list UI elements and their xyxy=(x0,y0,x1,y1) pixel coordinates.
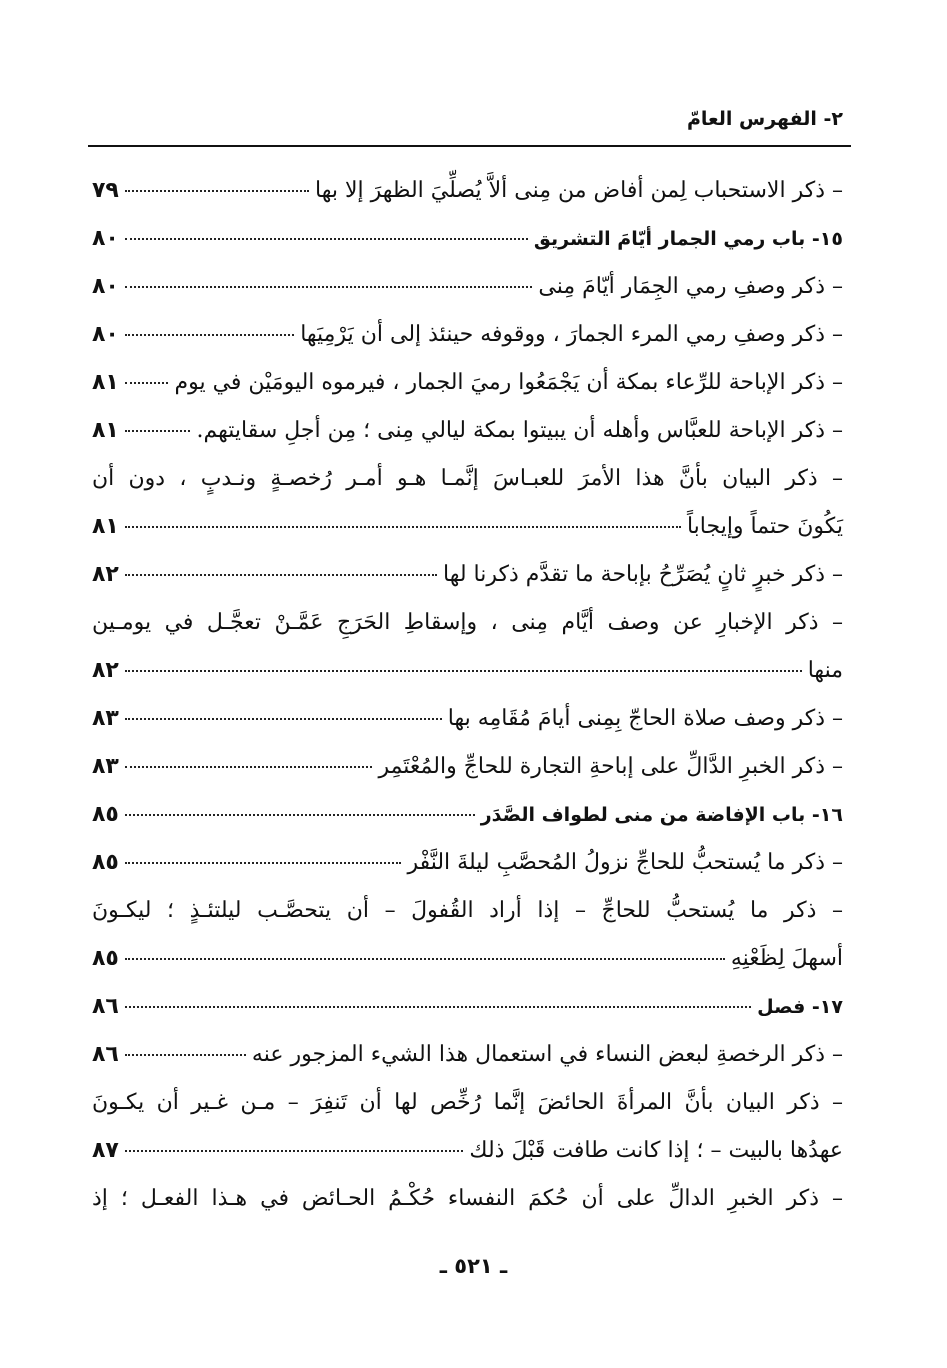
dot-leader xyxy=(125,670,802,672)
toc-entry-line: – ذكر البيان بأنَّ المرأةَ الحائضَ إنَّما رُخِّص لها أن تَنفِرَ – مـن غـير أن يكـونَ xyxy=(92,1090,843,1115)
toc-section-heading xyxy=(92,994,843,1042)
toc-page-number: ٧٩ xyxy=(92,178,119,203)
toc-entry-title: – ذكر الإباحة للرِّعاء بمكة أن يَجْمَعُوا رميَ الجمار ، فيرموه اليومَيْن في يوم xyxy=(174,370,843,395)
dot-leader xyxy=(125,814,475,816)
toc-entry xyxy=(92,658,843,706)
dot-leader xyxy=(125,238,528,240)
toc-entry xyxy=(92,1138,843,1186)
toc-entry xyxy=(92,514,843,562)
toc-page-number: ٨٠ xyxy=(92,322,119,347)
toc-page-number: ٨٥ xyxy=(92,802,119,827)
table-of-contents xyxy=(92,178,843,1234)
toc-entry xyxy=(92,1042,843,1090)
toc-page-number: ٨١ xyxy=(92,418,119,443)
toc-entry xyxy=(92,754,843,802)
toc-entry-title: أسهلَ لِظَعْنِهِ xyxy=(730,946,843,971)
toc-page-number: ٨٢ xyxy=(92,562,119,587)
toc-page-number: ٨٣ xyxy=(92,706,119,731)
dot-leader xyxy=(125,1006,751,1008)
toc-entry xyxy=(92,706,843,754)
toc-entry xyxy=(92,370,843,418)
toc-entry-line: – ذكر ما يُستحبُّ للحاجِّ – إذا أراد القُفولَ – أن يتحصَّـب ليلتئـذٍ ؛ ليكـونَ xyxy=(92,898,843,923)
toc-entry-title: – ذكر وصفِ رمي الجِمَار أيّامَ مِنى xyxy=(538,274,843,299)
toc-entry-title: ١٥- باب رمي الجمار أيّامَ التشريق xyxy=(533,228,843,250)
page-header: ٢- الفهرس العامّ xyxy=(686,108,843,130)
toc-page-number: ٨١ xyxy=(92,514,119,539)
toc-page-number: ٨٦ xyxy=(92,1042,119,1067)
toc-page-number: ٨٢ xyxy=(92,658,119,683)
toc-entry xyxy=(92,322,843,370)
toc-page-number: ٨٥ xyxy=(92,850,119,875)
toc-entry-line: – ذكر الإخبارِ عن وصف أيَّام مِنى ، وإسقاطِ الحَرَجِ عَمَّـنْ تعجَّـل في يومـين xyxy=(92,610,843,635)
toc-page-number: ٨٠ xyxy=(92,226,119,251)
page-number: ـ ٥٢١ ـ xyxy=(439,1254,508,1278)
toc-entry-title: – ذكر الاستحباب لِمن أفاض من مِنى ألاَّ يُصلِّيَ الظهرَ إلا بها xyxy=(315,178,843,203)
dot-leader xyxy=(125,526,681,528)
dot-leader xyxy=(125,334,294,336)
toc-entry-title: ١٦- باب الإفاضة من منى لطواف الصَّدَر xyxy=(480,804,843,826)
toc-entry-title: ١٧- فصل xyxy=(757,996,843,1018)
dot-leader xyxy=(125,862,402,864)
toc-entry xyxy=(92,850,843,898)
dot-leader xyxy=(125,190,309,192)
dot-leader xyxy=(125,1150,464,1152)
toc-page-number: ٨٧ xyxy=(92,1138,119,1163)
toc-page-number: ٨٥ xyxy=(92,946,119,971)
toc-entry-title: – ذكر خبرٍ ثانٍ يُصَرِّحُ بإباحة ما تقدَّم ذكرنا لها xyxy=(443,562,843,587)
toc-entry xyxy=(92,418,843,466)
toc-entry-title: – ذكر وصف صلاة الحاجّ بِمِنى أيامَ مُقَامِه بها xyxy=(447,706,843,731)
toc-page-number: ٨١ xyxy=(92,370,119,395)
toc-entry-line: – ذكر الخبرِ الدالِّ على أن حُكمَ النفساء حُكْـمُ الحـائض في هـذا الفعـل ؛ إذ xyxy=(92,1186,843,1211)
dot-leader xyxy=(125,958,725,960)
dot-leader xyxy=(125,430,191,432)
toc-entry xyxy=(92,562,843,610)
toc-entry-title: عهدُها بالبيت – ؛ إذا كانت طافت قَبْلَ ذلك xyxy=(469,1138,843,1163)
toc-entry-title: يَكُونَ حتماً وإيجاباً xyxy=(686,514,843,539)
dot-leader xyxy=(125,286,533,288)
dot-leader xyxy=(125,382,169,384)
dot-leader xyxy=(125,574,437,576)
toc-section-heading xyxy=(92,802,843,850)
header-divider xyxy=(88,145,851,147)
toc-page-number: ٨٠ xyxy=(92,274,119,299)
toc-entry-title: – ذكر ما يُستحبُّ للحاجِّ نزولُ المُحصَّبِ ليلةَ النَّفْر xyxy=(407,850,843,875)
toc-entry-line: – ذكر البيان بأنَّ هذا الأمرَ للعبـاسَ إنَّمـا هـو أمـر رُخصـةٍ ونـدبٍ ، دون أن xyxy=(92,466,843,491)
dot-leader xyxy=(125,1054,246,1056)
toc-entry-title: – ذكر وصفِ رمي المرء الجمارَ ، ووقوفه حينئذ إلى أن يَرْمِيَها xyxy=(300,322,843,347)
toc-entry-title: منها xyxy=(807,658,843,683)
toc-section-heading xyxy=(92,226,843,274)
dot-leader xyxy=(125,766,373,768)
toc-entry xyxy=(92,946,843,994)
dot-leader xyxy=(125,718,442,720)
toc-page-number: ٨٦ xyxy=(92,994,119,1019)
toc-page-number: ٨٣ xyxy=(92,754,119,779)
toc-entry xyxy=(92,274,843,322)
toc-entry-title: – ذكر الإباحة للعبَّاس وأهله أن يبيتوا بمكة ليالي مِنى ؛ مِن أجلِ سقايتهم. xyxy=(196,418,843,443)
toc-entry-title: – ذكر الخبرِ الدَّالِّ على إباحةِ التجارة للحاجِّ والمُعْتَمِر xyxy=(378,754,843,779)
toc-entry-title: – ذكر الرخصةِ لبعض النساء في استعمال هذا الشيء المزجور عنه xyxy=(251,1042,843,1067)
toc-entry xyxy=(92,178,843,226)
